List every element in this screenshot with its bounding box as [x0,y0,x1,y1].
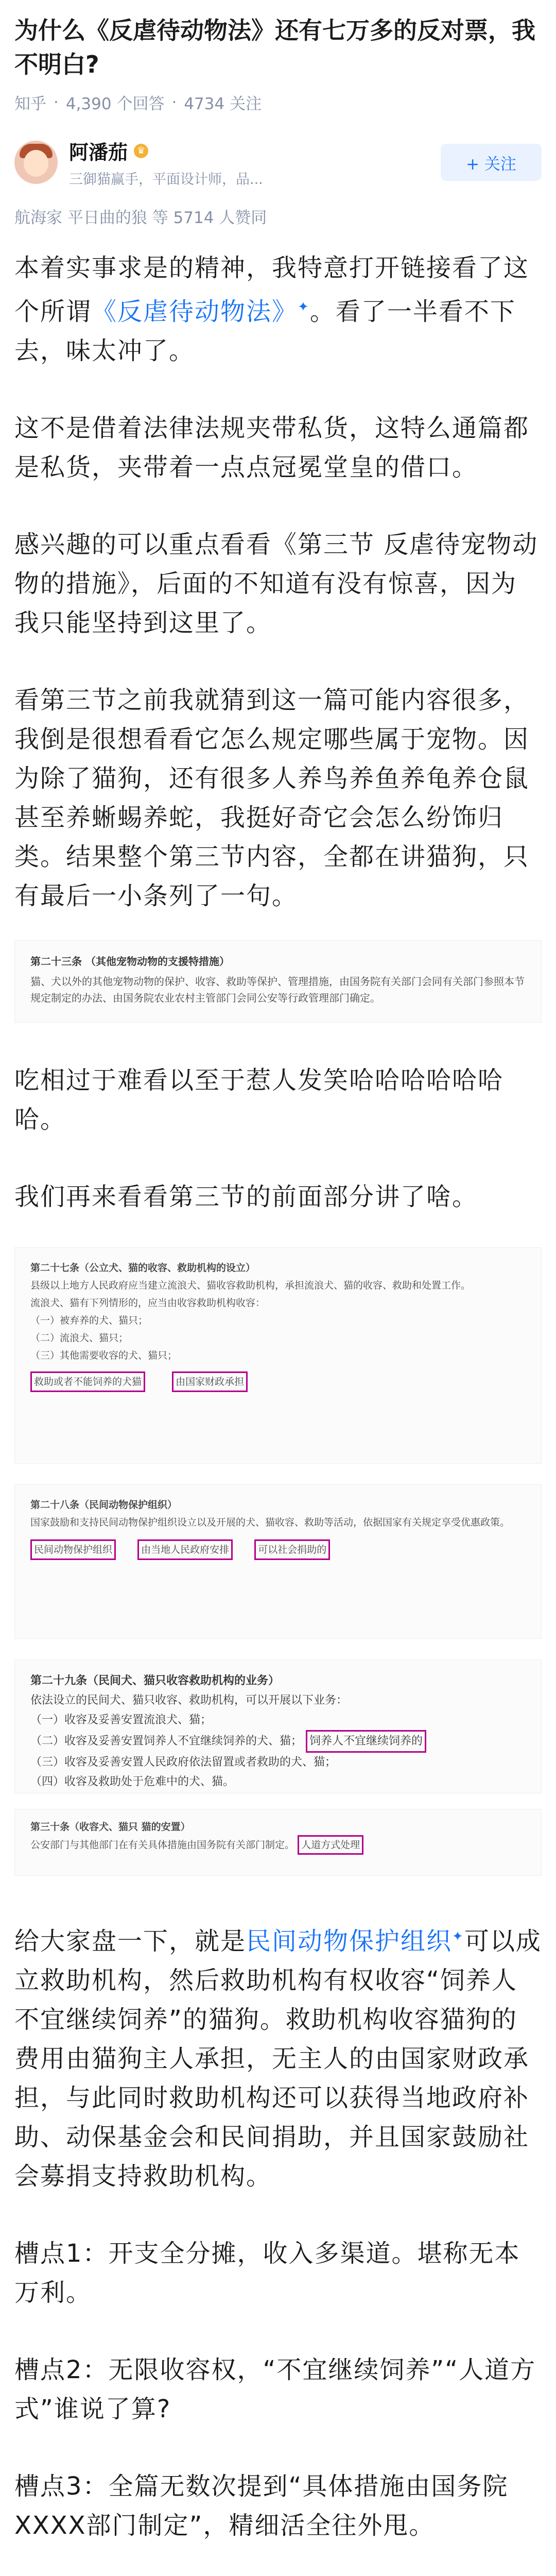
author-bar [14,137,542,188]
document-screenshot-2: 第二十七条（公立犬、猫的收容、救助机构的设立） 县级以上地方人民政府应当建立流浪犬、猫收容救助机构，承担流浪犬、猫的收容、救助和处置工作。 流浪犬、猫有下列情形的，应当由收容救助机构收容： （一）被弃养的犬、猫只； （二）流浪犬、猫只； （三）其他需要收容的犬、猫只； 救助或者不能饲养的犬猫 由国家财政承担 [14,1247,542,1464]
search-icon[interactable]: ✦ [452,1929,464,1944]
document-screenshot-1: 第二十三条 （其他宠物动物的支援特措施） 猫、犬以外的其他宠物动物的保护、收容、救助等保护、管理措施，由国务院有关部门会同有关部门参照本节规定制定的办法、由国务院农业农村主管部门会同公安等行政管理部门确定。 [14,940,542,1023]
law-link[interactable]: 《反虐待动物法》 [92,297,298,326]
paragraph-4: 看第三节之前我就猜到这一篇可能内容很多，我倒是很想看看它怎么规定哪些属于宠物。因为除了猫狗，还有很多人养鸟养鱼养龟养仓鼠甚至养蜥蜴养蛇，我挺好奇它会怎么纷饰归类。结果整个第三节内容，全都在讲猫狗，只有最后一小条列了一句。 [14,686,530,910]
highlight-box: 由国家财政承担 [172,1371,248,1392]
paragraph-2: 这不是借着法律法规夹带私货，这特么通篇都是私货，夹带着一点点冠冕堂皇的借口。 [14,414,530,482]
highlight-box: 民间动物保护组织 [30,1539,116,1560]
avatar[interactable] [14,141,58,184]
paragraph-6: 我们再来看看第三节的前面部分讲了啥。 [14,1182,478,1211]
source-label: 知乎 [14,95,46,113]
paragraph-10: 槽点3：全篇无数次提到“具体措施由国务院XXXX部门制定”，精细活全往外甩。 [14,2472,509,2540]
highlight-box: 由当地人民政府安排 [137,1539,233,1560]
question-title[interactable]: 为什么《反虐待动物法》还有七万多的反对票，我不明白? [14,16,535,78]
paragraph-7: 给大家盘一下，就是民间动物保护组织✦可以成立救助机构，然后救助机构有权收容“饲养人不宜继续饲养”的猫狗。救助机构收容猫狗的费用由猫狗主人承担，无主人的由国家财政承担，与此同时救助机构还可以获得当地政府补助、动保基金会和民间捐助，并且国家鼓励社会募捐支持救助机构。 [14,1927,542,2191]
dot-separator: · [54,93,59,112]
dot-separator: · [171,93,177,112]
follow-button[interactable]: + 关注 [441,144,542,181]
highlight-box: 人道方式处理 [298,1835,363,1855]
author-name[interactable]: 阿潘茄 [69,141,128,164]
document-screenshot-4: 第二十九条（民间犬、猫只收容救助机构的业务） 依法设立的民间犬、猫只收容、救助机构，可以开展以下业务： （一）收容及妥善安置流浪犬、猫； （二）收容及妥善安置饲养人不宜继续饲养的犬、猫； 饲养人不宜继续饲养的 （三）收容及妥善安置人民政府依法留置或者救助的犬、猫； （四）收容及救助处于危难中的犬、猫。 [14,1659,542,1793]
organization-link[interactable]: 民间动物保护组织 [246,1927,453,1956]
document-screenshot-5: 第三十条（收容犬、猫只 猫的安置） 公安部门与其他部门在有关具体措施由国务院有关部门制定。 人道方式处理 [14,1809,542,1876]
highlight-box: 饲养人不宜继续饲养的 [306,1730,426,1753]
upvote-stats[interactable]: 航海家 平日曲的狼 等 5714 人赞同 [14,209,267,227]
paragraph-9: 槽点2：无限收容权，“不宜继续饲养”“人道方式”谁说了算? [14,2355,536,2424]
paragraph-1: 本着实事求是的精神，我特意打开链接看了这个所谓《反虐待动物法》✦。看了一半看不下去，味太冲了。 [14,253,530,365]
author-info [69,137,441,188]
answer-page [0,13,556,2576]
paragraph-8: 槽点1：开支全分摊，收入多渠道。堪称无本万利。 [14,2239,520,2307]
crown-icon: ♛ [134,144,148,158]
paragraph-3: 感兴趣的可以重点看看《第三节 反虐待宠物动物的措施》，后面的不知道有没有惊喜，因为我只能坚持到这里了。 [14,530,538,637]
highlight-box: 救助或者不能饲养的犬猫 [30,1371,145,1392]
paragraph-5: 吃相过于难看以至于惹人发笑哈哈哈哈哈哈哈。 [14,1066,504,1134]
author-bio: 三御猫赢手，平面设计师，品... [69,172,263,188]
highlight-box: 可以社会捐助的 [254,1539,330,1560]
search-icon[interactable]: ✦ [298,299,310,315]
document-screenshot-3: 第二十八条（民间动物保护组织） 国家鼓励和支持民间动物保护组织设立以及开展的犬、猫收容、救助等活动，依据国家有关规定享受优惠政策。 民间动物保护组织 由当地人民政府安排 可以社会捐助的 [14,1484,542,1639]
follower-count: 4734 关注 [184,95,262,113]
question-meta [14,91,542,114]
answer-count[interactable]: 4,390 个回答 [65,95,165,113]
